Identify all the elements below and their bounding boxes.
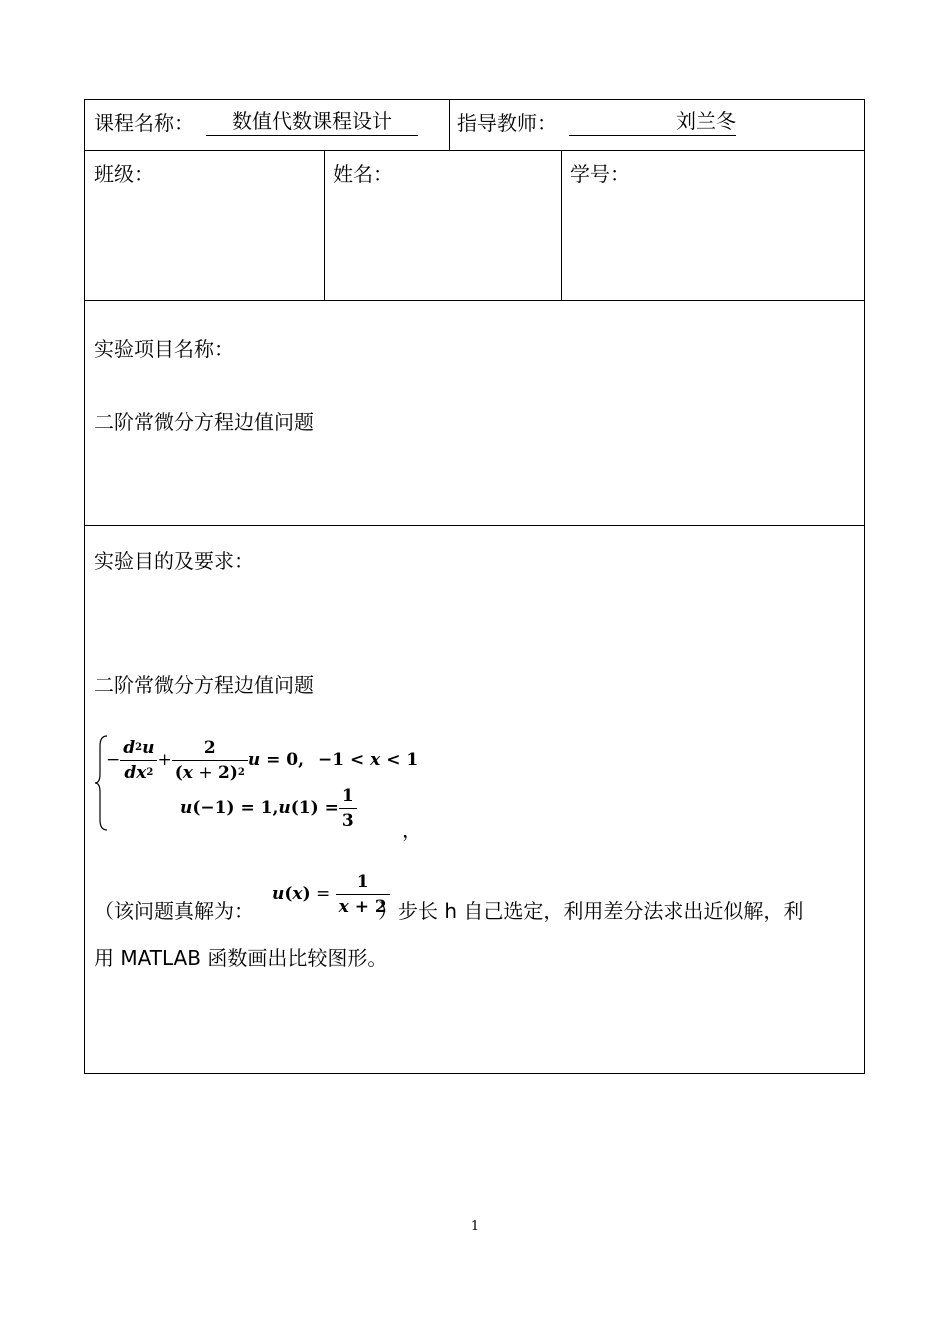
col-divider-class-name (324, 150, 325, 300)
exact-close: ) (302, 884, 311, 904)
teacher-label: 指导教师： (457, 111, 557, 135)
bc-numerator: 1 (341, 786, 354, 806)
dx-exponent: 2 (146, 767, 154, 778)
domain-condition (318, 750, 418, 770)
d-exponent: 2 (135, 742, 143, 753)
ode-equation (106, 738, 304, 783)
coef-numerator: 2 (203, 738, 216, 758)
coefficient-fraction (172, 738, 248, 783)
bc-fraction (339, 786, 357, 831)
bc-right-eq: (1) = (290, 798, 339, 818)
exact-den-rest: + 2 (348, 897, 387, 917)
row-divider-project (85, 525, 864, 526)
ode-plus: + (157, 750, 172, 770)
page-number: 1 (470, 1219, 480, 1234)
coef-x: x (182, 763, 193, 783)
domain-x: x (370, 750, 381, 770)
exact-x: x (292, 884, 303, 904)
purpose-label: 实验目的及要求： (94, 549, 254, 573)
class-label: 班级： (94, 162, 154, 186)
coef-plus: + (192, 763, 218, 783)
row-divider-header (85, 150, 864, 151)
second-derivative-fraction (120, 738, 157, 783)
exact-equals: = (310, 884, 336, 904)
d-symbol: d (123, 738, 136, 758)
exact-solution-formula (272, 872, 390, 917)
exact-numerator: 1 (356, 872, 369, 892)
exact-solution-suffix: ）步长 h 自己选定，利用差分法求出近似解，利 (378, 899, 804, 923)
purpose-title: 二阶常微分方程边值问题 (94, 673, 314, 697)
ode-minus: − (106, 750, 121, 770)
ode-u: u (247, 750, 261, 770)
equation-trailing-comma: ， (402, 818, 422, 842)
domain-right: < 1 (386, 750, 419, 770)
teacher-value (569, 109, 736, 136)
exact-open: ( (284, 884, 293, 904)
coef-exponent: 2 (237, 767, 245, 778)
bc-denominator: 3 (339, 808, 357, 831)
bc-u-left: u (180, 798, 193, 818)
teacher-name: 刘兰冬 (676, 109, 736, 133)
col-divider-header (449, 100, 450, 150)
boundary-conditions (180, 786, 357, 831)
coef-open: ( (174, 763, 183, 783)
domain-left: −1 < (318, 750, 365, 770)
exact-u: u (272, 884, 285, 904)
course-value: 数值代数课程设计 (206, 109, 418, 136)
name-label: 姓名： (333, 162, 393, 186)
u-symbol: u (142, 738, 155, 758)
project-title: 二阶常微分方程边值问题 (94, 410, 314, 434)
exact-solution-prefix: （该问题真解为： (94, 899, 254, 923)
row-divider-student (85, 300, 864, 301)
coef-close: ) (229, 763, 238, 783)
ode-eq-zero: = 0, (260, 750, 305, 770)
form-table (84, 99, 865, 1074)
student-id-label: 学号： (570, 162, 630, 186)
bc-left-value: (−1) = 1, (192, 798, 279, 818)
exact-den-x: x (338, 897, 349, 917)
dx-symbol: dx (124, 763, 147, 783)
requirement-line: 用 MATLAB 函数画出比较图形。 (94, 946, 388, 970)
col-divider-name-id (561, 150, 562, 300)
course-label: 课程名称： (94, 111, 194, 135)
bc-u-right: u (278, 798, 291, 818)
coef-two: 2 (217, 763, 230, 783)
project-label: 实验项目名称： (94, 337, 234, 361)
